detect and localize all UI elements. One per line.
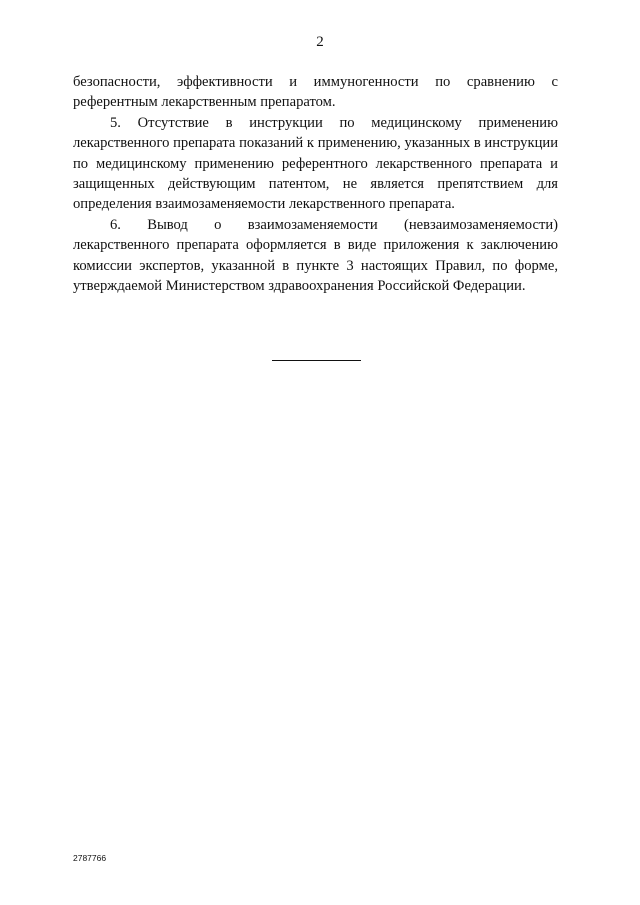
document-code: 2787766 [73, 853, 107, 863]
document-body [73, 72, 558, 296]
page-number: 2 [316, 34, 324, 50]
closing-divider [272, 360, 361, 361]
paragraph-item-5: 5. Отсутствие в инструкции по медицинскому применению лекарственного препарата показаний к применению, указанных в инструкции по медицинскому применению референтного лекарственного препарата и защищенных действующим патентом, не является препятствием для определения взаимозаменяемости лекарственного препарата. [73, 114, 558, 213]
paragraph-continuation: безопасности, эффективности и иммуногенности по сравнению с референтным лекарственным препаратом. [73, 74, 558, 111]
paragraph-item-6: 6. Вывод о взаимозаменяемости (невзаимозаменяемости) лекарственного препарата оформляется в виде приложения к заключению комиссии экспертов, указанной в пункте 3 настоящих Правил, по форме, утверждаемой Министерством здравоохранения Российской Федерации. [73, 216, 558, 295]
